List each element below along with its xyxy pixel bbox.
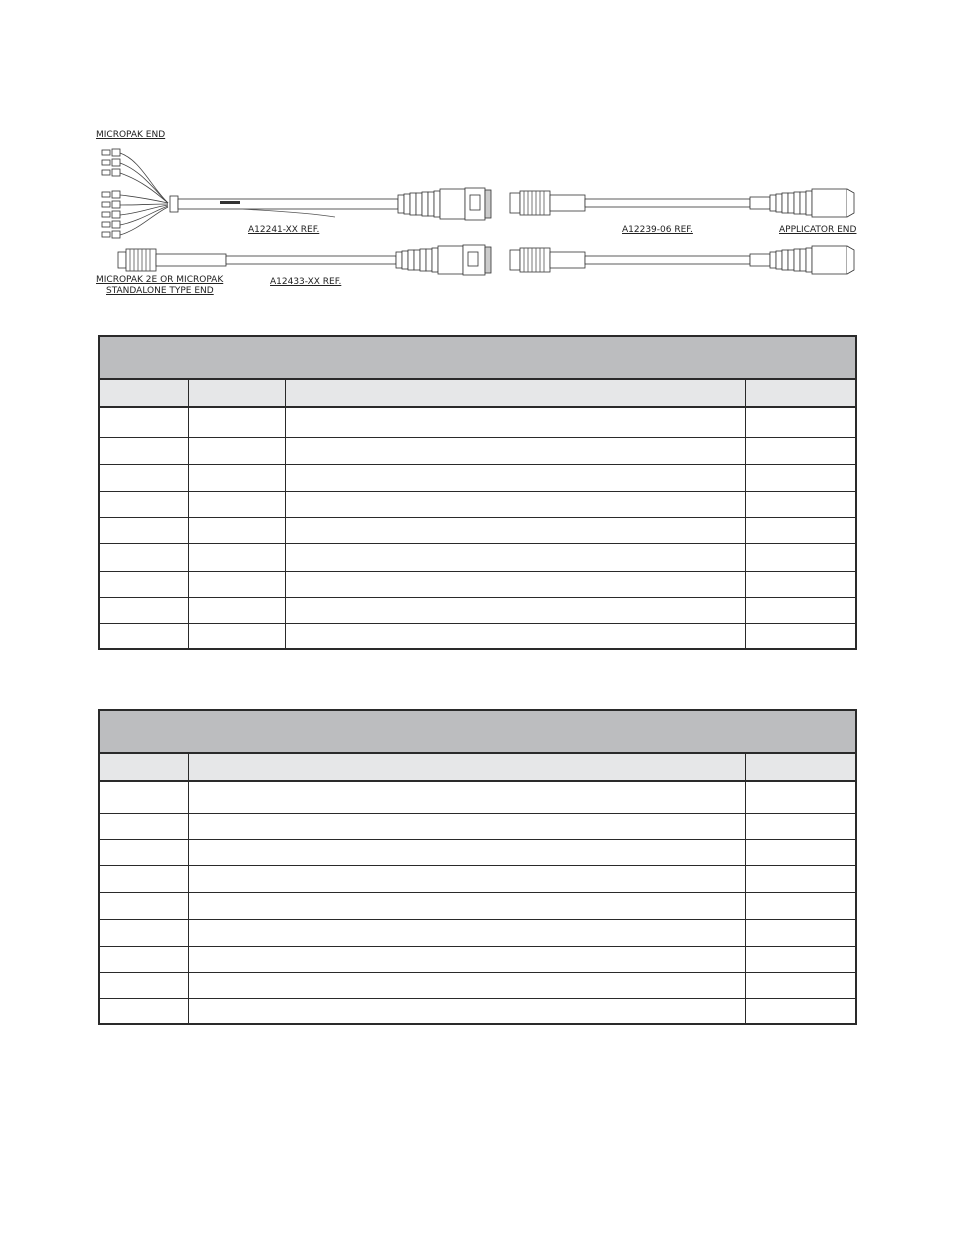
table-cell: [745, 543, 856, 571]
table-cell: [99, 571, 188, 597]
table-row: [99, 865, 856, 892]
table-row: [99, 839, 856, 865]
table-cell: [99, 597, 188, 623]
table-cell: [188, 781, 745, 813]
table-cell: [188, 543, 285, 571]
cable-a12239-lower: [510, 246, 854, 274]
table-row: [99, 946, 856, 972]
table-row: [99, 407, 856, 437]
column-header: [188, 753, 745, 781]
column-header: [285, 379, 745, 407]
table-cell: [745, 839, 856, 865]
table-cell: [99, 517, 188, 543]
parts-table-2: [98, 709, 857, 1025]
table-row: [99, 437, 856, 464]
table-cell: [745, 597, 856, 623]
table-cell: [99, 998, 188, 1024]
table-cell: [745, 517, 856, 543]
table-cell: [285, 571, 745, 597]
table-cell: [745, 865, 856, 892]
table-cell: [99, 407, 188, 437]
table-cell: [99, 543, 188, 571]
table-cell: [188, 919, 745, 946]
table-header-row: [99, 753, 856, 781]
table-cell: [745, 972, 856, 998]
cable-assembly-illustration: [90, 125, 860, 300]
micropak-end-leads: [102, 149, 168, 238]
cable-a12241: [170, 188, 491, 220]
table-cell: [188, 972, 745, 998]
cable-assembly-drawing: [90, 125, 860, 300]
table-cell: [285, 437, 745, 464]
table-cell: [745, 571, 856, 597]
table-cell: [745, 998, 856, 1024]
column-header: [745, 753, 856, 781]
cable-a12433: [118, 245, 491, 275]
table-cell: [285, 597, 745, 623]
label-ref-a12239: A12239-06 REF.: [622, 225, 693, 235]
column-header: [745, 379, 856, 407]
table-title: [99, 710, 856, 753]
table-cell: [99, 437, 188, 464]
table-cell: [99, 623, 188, 649]
label-applicator-end: APPLICATOR END: [779, 225, 857, 235]
table-cell: [745, 919, 856, 946]
table-cell: [99, 892, 188, 919]
table-cell: [285, 517, 745, 543]
table-row: [99, 517, 856, 543]
table-cell: [745, 491, 856, 517]
column-header: [99, 379, 188, 407]
table-row: [99, 597, 856, 623]
table-row: [99, 998, 856, 1024]
table-cell: [188, 839, 745, 865]
table-cell: [285, 543, 745, 571]
table-header-row: [99, 379, 856, 407]
table-cell: [745, 623, 856, 649]
table-cell: [99, 839, 188, 865]
table-cell: [285, 464, 745, 491]
table-cell: [188, 892, 745, 919]
label-ref-a12241: A12241-XX REF.: [248, 225, 320, 235]
table-cell: [188, 946, 745, 972]
table-row: [99, 491, 856, 517]
table-cell: [188, 865, 745, 892]
label-micropak-end: MICROPAK END: [96, 130, 166, 140]
table-cell: [188, 437, 285, 464]
table-cell: [188, 597, 285, 623]
label-micropak-2e-line1: MICROPAK 2E OR MICROPAK: [96, 275, 224, 285]
table-cell: [745, 892, 856, 919]
table-cell: [99, 972, 188, 998]
table-cell: [99, 464, 188, 491]
table-row: [99, 623, 856, 649]
table-row: [99, 892, 856, 919]
table-cell: [745, 781, 856, 813]
column-header: [188, 379, 285, 407]
table-cell: [285, 407, 745, 437]
table-cell: [188, 813, 745, 839]
table-cell: [99, 919, 188, 946]
table-cell: [745, 946, 856, 972]
table-row: [99, 781, 856, 813]
label-micropak-2e-line2: STANDALONE TYPE END: [106, 286, 214, 296]
table-cell: [188, 464, 285, 491]
table-row: [99, 972, 856, 998]
parts-table-1: [98, 335, 857, 650]
table-title: [99, 336, 856, 379]
table-row: [99, 543, 856, 571]
table-cell: [99, 946, 188, 972]
table-row: [99, 813, 856, 839]
cable-a12239-upper: [510, 189, 854, 217]
table-cell: [188, 491, 285, 517]
table-cell: [188, 407, 285, 437]
column-header: [99, 753, 188, 781]
table-cell: [188, 571, 285, 597]
table-title-row: [99, 336, 856, 379]
table-row: [99, 919, 856, 946]
table-cell: [745, 407, 856, 437]
table-row: [99, 571, 856, 597]
table-cell: [99, 813, 188, 839]
table-cell: [188, 998, 745, 1024]
table-cell: [99, 781, 188, 813]
table-cell: [188, 517, 285, 543]
table-cell: [99, 491, 188, 517]
table-cell: [745, 813, 856, 839]
table-cell: [188, 623, 285, 649]
table-cell: [745, 437, 856, 464]
label-ref-a12433: A12433-XX REF.: [270, 277, 342, 287]
table-cell: [745, 464, 856, 491]
table-title-row: [99, 710, 856, 753]
table-cell: [99, 865, 188, 892]
table-cell: [285, 491, 745, 517]
table-row: [99, 464, 856, 491]
table-cell: [285, 623, 745, 649]
